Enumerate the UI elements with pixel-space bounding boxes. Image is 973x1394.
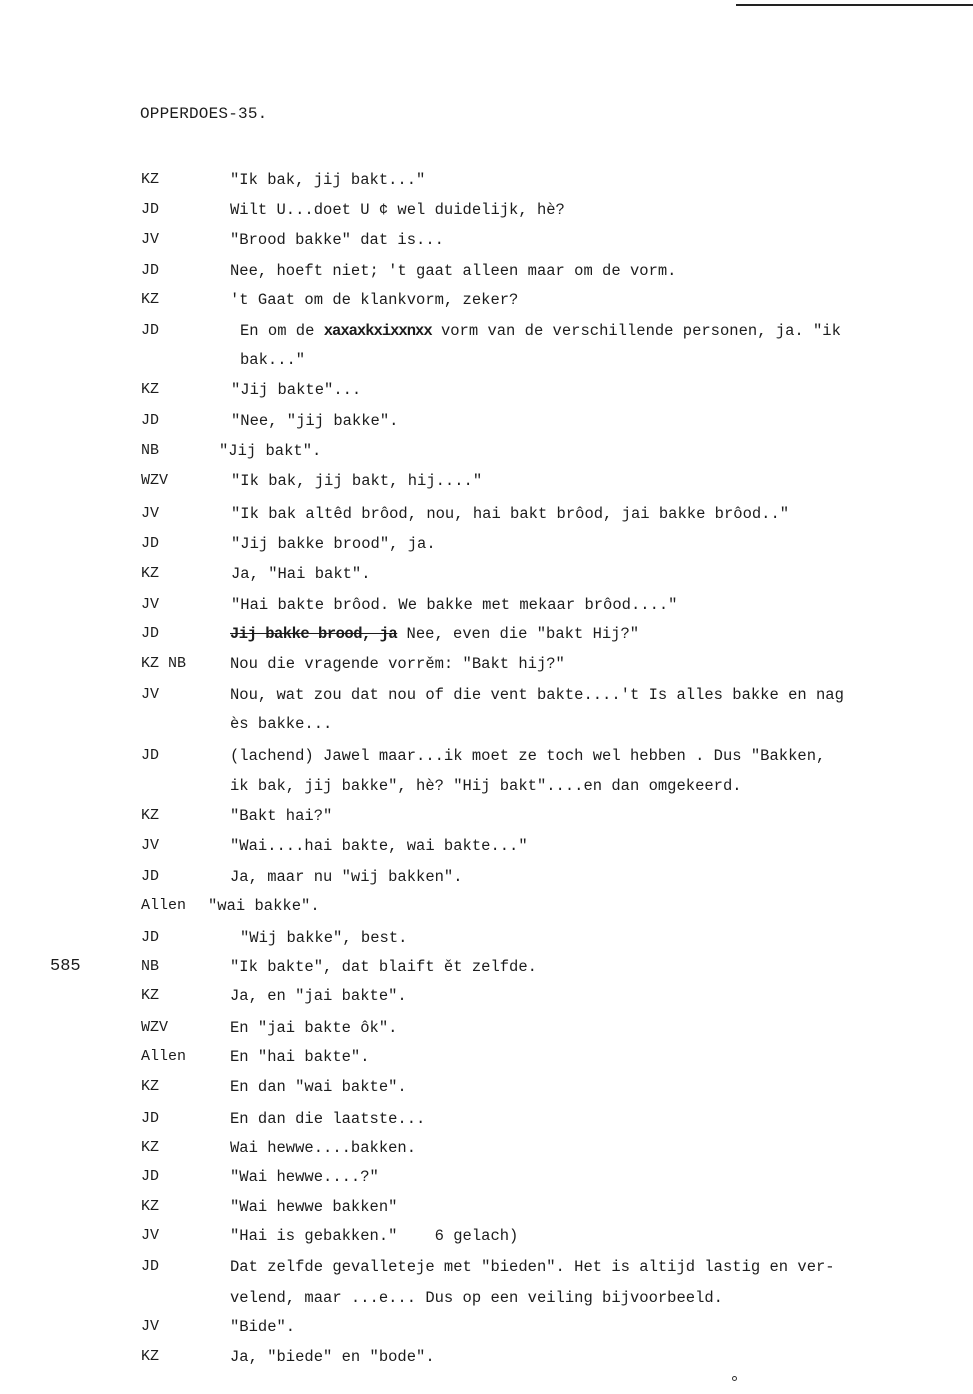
page-title: OPPERDOES-35. [140,105,268,123]
utterance-text: "Wai hewwe....?" [230,1168,379,1186]
utterance-text: "Hai bakte brôod. We bakke met mekaar brôod...." [231,596,678,614]
transcript-line [0,231,973,257]
transcript-line [0,1198,973,1224]
speaker-label: KZ NB [141,655,187,672]
utterance-text: Wilt U...doet U ¢ wel duidelijk, hè? [230,201,565,219]
utterance-text: "Nee, "jij bakke". [231,412,399,430]
transcript-line [0,655,973,681]
utterance-text: En "jai bakte ôk". [230,1019,398,1037]
transcript-line [0,747,973,795]
transcript-line [0,565,973,591]
speaker-label: JD [141,868,160,885]
speaker-label: JV [141,231,160,248]
utterance-text: Nou die vragende vorrěm: "Bakt hij?" [230,655,565,673]
transcript-line [0,291,973,317]
speaker-label: JV [141,837,160,854]
utterance-continuation: velend, maar ...e... Dus op een veiling bijvoorbeeld. [230,1289,723,1307]
speaker-label: NB [141,442,160,459]
transcript-line [0,201,973,227]
transcript-line [0,868,973,894]
utterance-text-start: En om de [240,322,324,340]
speaker-label: KZ [141,565,160,582]
margin-line-number: 585 [50,957,81,976]
utterance-text: En "hai bakte". [230,1048,370,1066]
utterance-text: Dat zelfde gevalleteje met "bieden". Het is altijd lastig en ver- [230,1258,835,1276]
speaker-label: JD [141,262,160,279]
speaker-label: JV [141,596,160,613]
transcript-line [0,1110,973,1136]
utterance-text: (lachend) Jawel maar...ik moet ze toch wel hebben . Dus "Bakken, [230,747,826,765]
speaker-label: JV [141,1318,160,1335]
speaker-label: KZ [141,1198,160,1215]
utterance-text: En dan die laatste... [230,1110,426,1128]
page-speck [732,1376,737,1381]
speaker-label: JD [141,535,160,552]
utterance-text: Nou, wat zou dat nou of die vent bakte....'t Is alles bakke en nag [230,686,844,704]
transcript-line [0,897,973,923]
utterance-text: Nee, hoeft niet; 't gaat alleen maar om de vorm. [230,262,677,280]
transcript-line [0,1078,973,1104]
transcript-line [0,837,973,863]
utterance-text: Ja, "Hai bakt". [231,565,371,583]
speaker-label: Allen [141,897,187,914]
transcript-line [0,1168,973,1194]
speaker-label: KZ [141,171,160,188]
utterance-text: Ja, "biede" en "bode". [230,1348,435,1366]
utterance-text: "wai bakke". [208,897,320,915]
speaker-label: JD [141,747,160,764]
utterance-text [240,322,841,340]
utterance-continuation: ik bak, jij bakke", hè? "Hij bakt"....en dan omgekeerd. [230,777,742,795]
transcript-line [0,535,973,561]
utterance-text: Ja, maar nu "wij bakken". [230,868,463,886]
utterance-text: En dan "wai bakte". [230,1078,407,1096]
transcript-line [0,442,973,468]
utterance-text-end: vorm van de verschillende personen, ja. "ik [431,322,841,340]
utterance-text: "Ik bakte", dat blaift ět zelfde. [230,958,537,976]
transcript-line [0,381,973,407]
speaker-label: KZ [141,1078,160,1095]
utterance-text: "Brood bakke" dat is... [230,231,444,249]
transcript-line [0,929,973,955]
transcript-line [0,625,973,651]
speaker-label: NB [141,958,160,975]
speaker-label: JV [141,686,160,703]
utterance-text: Ja, en "jai bakte". [230,987,407,1005]
top-rule [736,4,973,6]
utterance-text: "Ik bak, jij bakt..." [230,171,426,189]
speaker-label: JV [141,1227,160,1244]
utterance-text: "Ik bak altêd brôod, nou, hai bakt brôod, jai bakke brôod.." [231,505,790,523]
speaker-label: JD [141,201,160,218]
speaker-label: JD [141,412,160,429]
transcript-line [0,686,973,733]
speaker-label: KZ [141,807,160,824]
utterance-text: "Jij bakke brood", ja. [231,535,436,553]
utterance-text: "Hai is gebakken." 6 gelach) [230,1227,519,1245]
transcript-line [0,472,973,498]
transcript-line [0,262,973,288]
utterance-text-end: Nee, even die "bakt Hij?" [397,625,640,643]
speaker-label: WZV [141,472,169,489]
transcript-line [0,412,973,438]
utterance-text: 't Gaat om de klankvorm, zeker? [230,291,519,309]
speaker-label: JD [141,1110,160,1127]
typed-over-word: xaxaxkxixxnxx [323,322,432,340]
utterance-text: Wai hewwe....bakken. [230,1139,417,1157]
utterance-text: "Bakt hai?" [230,807,333,825]
transcript-line [0,1318,973,1344]
speaker-label: JD [141,929,160,946]
transcript-line [0,596,973,622]
speaker-label: JD [141,1258,160,1275]
speaker-label: JV [141,505,160,522]
speaker-label: KZ [141,381,160,398]
utterance-text: "Wai....hai bakte, wai bakte..." [230,837,528,855]
transcript-line [0,1227,973,1253]
utterance-continuation: bak..." [240,351,306,369]
transcript-line [0,807,973,833]
speaker-label: JD [141,322,160,339]
utterance-text: "Bide". [230,1318,296,1336]
transcript-line [0,958,973,984]
speaker-label: KZ [141,1139,160,1156]
speaker-label: Allen [141,1048,187,1065]
utterance-text: "Jij bakt". [219,442,322,460]
transcript-line [0,505,973,531]
transcript-line [0,171,973,197]
transcript-line [0,1258,973,1307]
transcript-line [0,1139,973,1165]
utterance-text [230,625,639,643]
speaker-label: JD [141,1168,160,1185]
speaker-label: WZV [141,1019,169,1036]
utterance-text: "Wai hewwe bakken" [230,1198,398,1216]
utterance-text: "Wij bakke", best. [240,929,408,947]
utterance-continuation: ès bakke... [230,715,333,733]
transcript-line [0,1048,973,1074]
speaker-label: KZ [141,1348,160,1365]
transcript-line [0,1019,973,1045]
transcript-line [0,1348,973,1374]
speaker-label: JD [141,625,160,642]
utterance-text: "Jij bakte"... [231,381,362,399]
speaker-label: KZ [141,987,160,1004]
transcript-line [0,322,973,369]
speaker-label: KZ [141,291,160,308]
struck-out-text: Jij bakke brood, ja [230,625,398,643]
transcript-line [0,987,973,1013]
utterance-text: "Ik bak, jij bakt, hij...." [231,472,483,490]
